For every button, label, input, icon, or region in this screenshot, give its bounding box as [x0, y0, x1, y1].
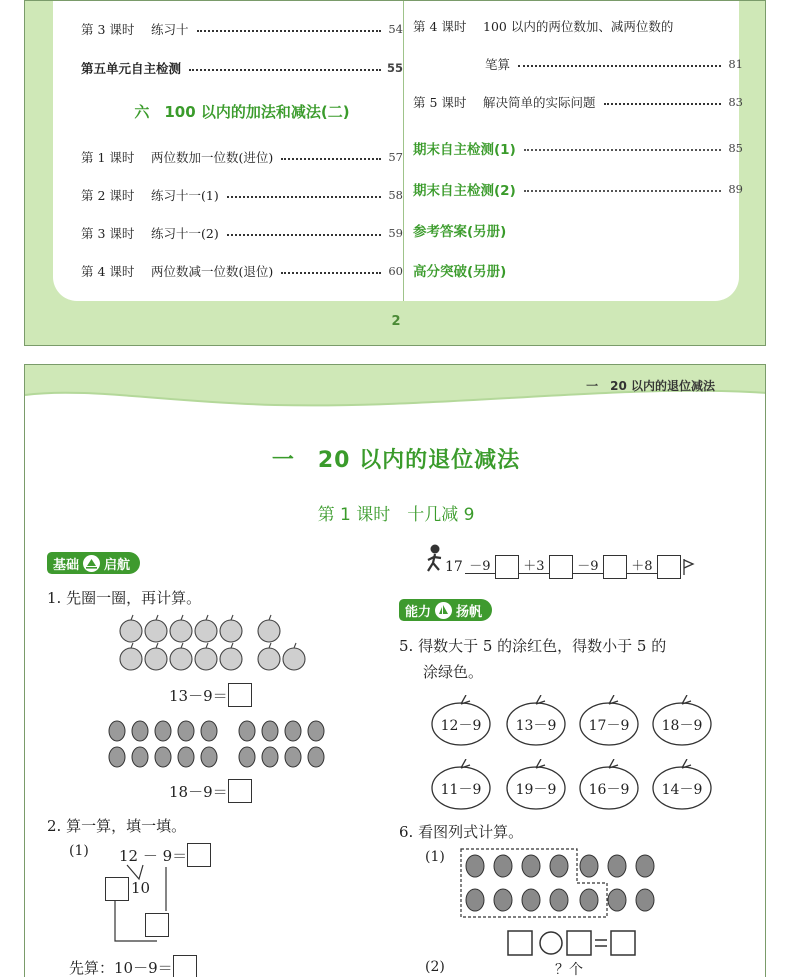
chain-operator: －9 [577, 558, 599, 574]
toc-entry[interactable] [81, 58, 403, 78]
toc-leader [524, 190, 721, 192]
strawberry-icon [636, 889, 654, 911]
chain-operator: ＋3 [523, 558, 545, 574]
apple-icon [258, 643, 280, 670]
toc-title: 练习十一(1) [151, 188, 219, 203]
toc-title: 参考答案(另册) [413, 224, 507, 240]
apple-icon [170, 643, 192, 670]
toc-page-number: 85 [728, 141, 743, 155]
strawberry-icon [522, 855, 540, 877]
strawberry-icon [239, 721, 255, 741]
toc-page-number: 57 [388, 150, 403, 164]
strawberry-icon [178, 747, 194, 767]
toc-lesson: 第 4 课时 [413, 19, 467, 34]
answer-box [508, 931, 532, 955]
strawberry-icon [636, 855, 654, 877]
badge-label: 能力 [405, 604, 432, 620]
equation-text: 先算：10－9＝ [69, 958, 173, 977]
answer-box[interactable] [549, 555, 573, 579]
toc-page-number: 60 [388, 264, 403, 278]
strawberry-icon [285, 747, 301, 767]
question-1-equation-1 [169, 683, 252, 707]
toc-page-number: 81 [728, 57, 743, 71]
toc-page-number: 58 [388, 188, 403, 202]
toc-title: 期末自主检测(2) [413, 183, 516, 199]
toc-leader [189, 69, 381, 71]
toc-leader [227, 234, 381, 236]
apple-icon [170, 615, 192, 642]
sail-icon [435, 602, 452, 619]
apple-icon [258, 615, 280, 642]
coloring-apple[interactable] [430, 695, 492, 747]
strawberry-icon [109, 747, 125, 767]
strawberry-icon [201, 721, 217, 741]
toc-page-number: 54 [388, 22, 403, 36]
toc-leader [197, 30, 381, 32]
toc-entry[interactable] [81, 147, 403, 167]
equation-text: 13－9＝ [169, 686, 228, 705]
strawberry-icon [285, 721, 301, 741]
strawberry-icon [262, 721, 278, 741]
toc-entry[interactable] [413, 179, 743, 199]
apple-expression: 11－9 [440, 782, 482, 798]
unit-heading: 六 100 以内的加法和减法(二) [134, 103, 350, 121]
question-4-chain [445, 555, 695, 579]
answer-box[interactable] [173, 955, 197, 977]
toc-page-number: 83 [728, 95, 743, 109]
apple-icon [145, 643, 167, 670]
toc-title: 100 以内的两位数加、减两位数的 [483, 19, 674, 34]
toc-lesson: 第 1 课时 [81, 150, 135, 165]
chain-operator: ＋8 [631, 558, 653, 574]
toc-title: 高分突破(另册) [413, 264, 507, 280]
answer-box [611, 931, 635, 955]
strawberry-icon [109, 721, 125, 741]
coloring-apple[interactable] [578, 695, 640, 747]
answer-box[interactable] [657, 555, 681, 579]
toc-entry[interactable] [81, 19, 403, 39]
answer-box [567, 931, 591, 955]
answer-box[interactable] [187, 843, 211, 867]
toc-entry[interactable] [81, 185, 403, 205]
answer-box[interactable] [603, 555, 627, 579]
strawberry-icon [494, 855, 512, 877]
question-5-line-1: 5. 得数大于 5 的涂红色，得数小于 5 的 [399, 637, 667, 655]
question-2-part-1: (1) [69, 843, 89, 859]
toc-leader [518, 65, 721, 67]
lesson-page [24, 364, 766, 977]
toc-leader [281, 158, 381, 160]
equation-text: 12 － 9＝ [119, 846, 188, 865]
toc-entry[interactable] [413, 16, 743, 36]
coloring-apple[interactable] [505, 695, 567, 747]
sailboat-icon [83, 555, 100, 572]
answer-box[interactable] [495, 555, 519, 579]
answer-box[interactable] [228, 779, 252, 803]
toc-entry[interactable] [413, 54, 743, 74]
apple-icon [283, 643, 305, 670]
toc-entry[interactable] [81, 261, 403, 281]
strawberry-icon [155, 721, 171, 741]
toc-entry[interactable] [413, 92, 743, 112]
toc-title: 练习十 [151, 22, 189, 37]
apple-expression: 18－9 [661, 718, 703, 734]
toc-leader [281, 272, 381, 274]
question-6: 6. 看图列式计算。 [399, 823, 524, 841]
apple-expression: 14－9 [661, 782, 703, 798]
badge-label: 扬帆 [456, 604, 483, 620]
toc-entry[interactable] [413, 138, 743, 158]
apple-expression: 12－9 [440, 718, 482, 734]
answer-box[interactable] [228, 683, 252, 707]
toc-page-number: 89 [728, 182, 743, 196]
apple-group [117, 613, 317, 677]
strawberry-icon [522, 889, 540, 911]
toc-leader [524, 149, 721, 151]
header-band [25, 365, 766, 425]
question-1-equation-2 [169, 779, 252, 803]
coloring-apple[interactable] [430, 759, 492, 811]
flag-icon [681, 557, 695, 577]
toc-lesson: 第 5 课时 [413, 95, 467, 110]
page-number: 2 [391, 314, 401, 329]
strawberry-icon [608, 855, 626, 877]
section-badge-ability [399, 599, 492, 621]
lesson-title: 第 1 课时 十几减 9 [317, 505, 475, 525]
toc-lesson: 第 4 课时 [81, 264, 135, 279]
strawberry-icon [308, 747, 324, 767]
apple-expression: 16－9 [588, 782, 630, 798]
answer-template [507, 929, 647, 957]
decomposition-ten: 10 [131, 879, 151, 897]
toc-entry[interactable] [81, 223, 403, 243]
strawberry-icon [132, 721, 148, 741]
apple-icon [195, 615, 217, 642]
question-6-part-2-label: ？个 [555, 962, 583, 977]
apple-icon [120, 615, 142, 642]
strawberry-icon [580, 855, 598, 877]
toc-page-number: 55 [387, 61, 404, 75]
question-2: 2. 算一算，填一填。 [47, 817, 187, 835]
strawberry-icon [580, 889, 598, 911]
apple-expression: 13－9 [515, 718, 557, 734]
strawberry-icon [466, 889, 484, 911]
apple-expression: 19－9 [515, 782, 557, 798]
strawberry-icon [550, 855, 568, 877]
strawberry-icon [239, 747, 255, 767]
toc-title: 两位数加一位数(进位) [151, 150, 274, 165]
strawberry-icon [201, 747, 217, 767]
strawberry-icon [494, 889, 512, 911]
chain-start: 17 [445, 559, 463, 575]
toc-title: 两位数减一位数(退位) [151, 264, 274, 279]
coloring-apple[interactable] [651, 695, 713, 747]
apple-expression: 17－9 [588, 718, 630, 734]
toc-leader [604, 103, 721, 105]
toc-card [53, 1, 743, 301]
section-badge-basic [47, 552, 140, 574]
equation-text: 18－9＝ [169, 782, 228, 801]
toc-leader [227, 196, 381, 198]
toc-lesson: 第 2 课时 [81, 188, 135, 203]
toc-title: 解决简单的实际问题 [483, 95, 596, 110]
apple-icon [145, 615, 167, 642]
operator-circle [540, 932, 562, 954]
decomposition-diagram [101, 861, 181, 953]
toc-title: 笔算 [485, 57, 511, 72]
answer-box[interactable] [105, 877, 129, 901]
strawberry-icon [178, 721, 194, 741]
strawberry-icon [550, 889, 568, 911]
toc-title: 练习十一(2) [151, 226, 219, 241]
badge-label: 启航 [104, 557, 131, 573]
chain-operator: －9 [469, 558, 491, 574]
toc-title: 第五单元自主检测 [81, 61, 182, 76]
apple-icon [220, 615, 242, 642]
apple-icon [220, 643, 242, 670]
coloring-apple[interactable] [578, 759, 640, 811]
coloring-apple[interactable] [651, 759, 713, 811]
coloring-apple[interactable] [505, 759, 567, 811]
question-2-first-step [69, 955, 197, 977]
running-head: 一 20 以内的退位减法 [586, 379, 715, 393]
answer-box[interactable] [145, 913, 169, 937]
runner-icon [425, 543, 445, 575]
apple-icon [195, 643, 217, 670]
question-1: 1. 先圈一圈，再计算。 [47, 589, 202, 607]
toc-divider [403, 1, 404, 301]
badge-label: 基础 [53, 557, 80, 573]
strawberry-diagram [459, 845, 665, 921]
toc-page [24, 0, 766, 346]
strawberry-icon [132, 747, 148, 767]
toc-entry[interactable] [413, 260, 743, 280]
strawberry-icon [262, 747, 278, 767]
toc-lesson: 第 3 课时 [81, 226, 135, 241]
toc-title: 期末自主检测(1) [413, 142, 516, 158]
strawberry-icon [155, 747, 171, 767]
chapter-title: 一 20 以内的退位减法 [271, 448, 521, 473]
strawberry-icon [466, 855, 484, 877]
strawberry-group [107, 717, 327, 771]
toc-page-number: 59 [388, 226, 403, 240]
question-6-part-1: (1) [425, 849, 445, 865]
question-5-line-2: 涂绿色。 [423, 663, 484, 681]
toc-lesson: 第 3 课时 [81, 22, 135, 37]
strawberry-icon [308, 721, 324, 741]
toc-entry[interactable] [413, 220, 743, 240]
question-6-part-2: (2) [425, 959, 445, 975]
strawberry-icon [608, 889, 626, 911]
apple-icon [120, 643, 142, 670]
